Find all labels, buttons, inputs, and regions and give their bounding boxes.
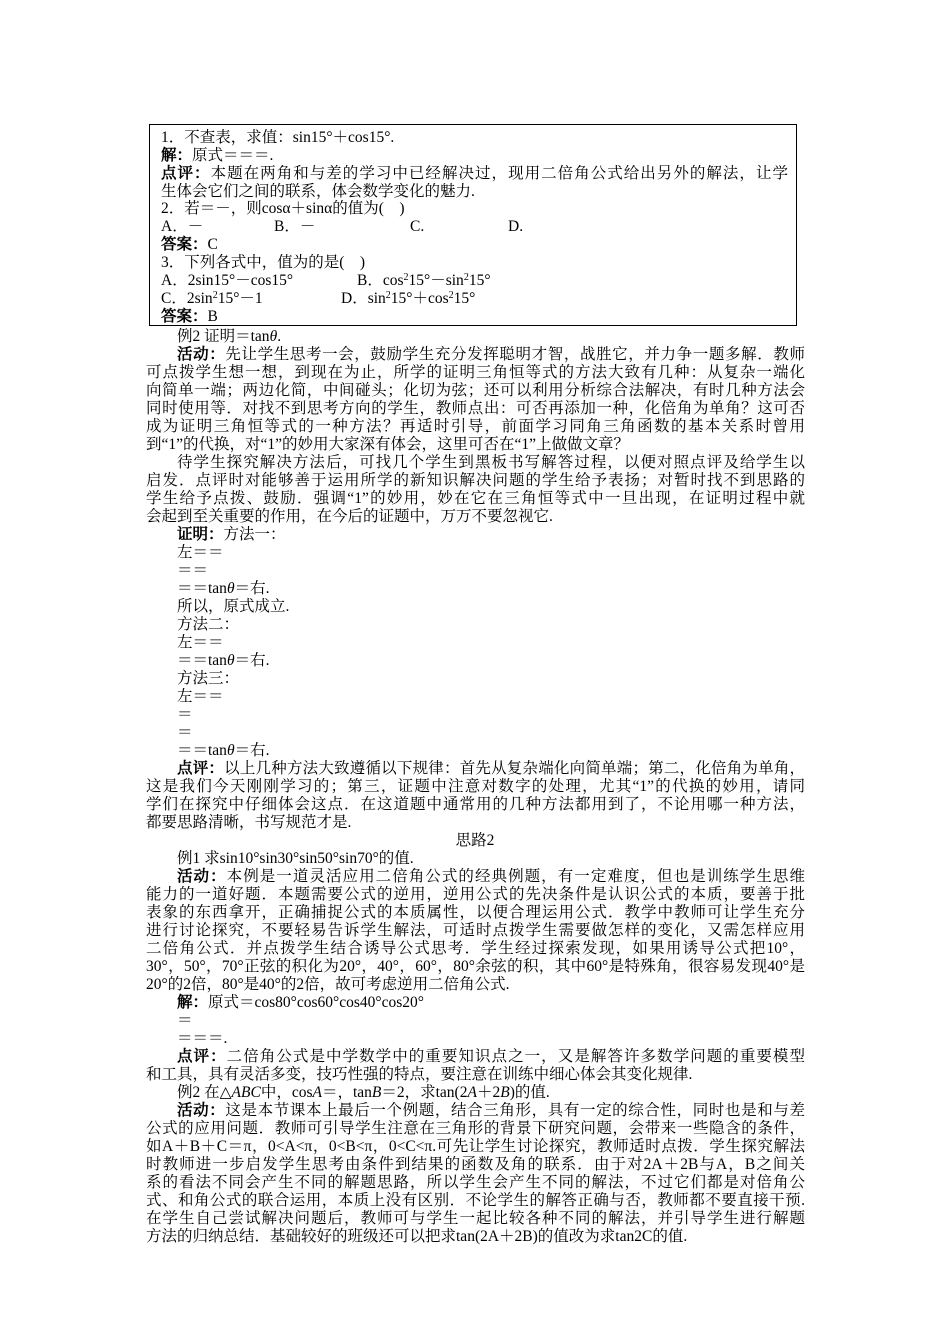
s2-activity-line-5: 二倍角公式．并点拨学生结合诱导公式思考．学生经过探索发现，如果用诱导公式把10°， [146, 940, 805, 957]
q2-line: 2．若＝－，则cosα＋sinα的值为( ) [161, 200, 405, 217]
s2-activity-line-7: 20°的2倍，80°是40°的2倍，故可考虑逆用二倍角公式. [146, 976, 510, 993]
q2-option-c: C. [410, 218, 425, 235]
q3-answer: B [207, 308, 218, 325]
s2-ex2-activity-line-2: 公式的应用问题．教师可引导学生注意在三角形的背景下研究问题，会带来一些隐含的条件， [146, 1120, 805, 1137]
method3-label: 方法三： [177, 670, 240, 687]
q1-comment-line-1: 点评：本题在两角和与差的学习中已经解决过，现用二倍角公式给出另外的解法，让学 [161, 165, 788, 182]
method2-label: 方法二： [177, 616, 240, 633]
s2-ex2-title: 例2 在△ABC中，cosA＝，tanB＝2，求tan(2A＋2B)的值. [177, 1084, 550, 1101]
q1-comment-line-2: 生体会它们之间的联系，体会数学变化的魅力. [161, 183, 475, 200]
answer-label: 答案： [161, 308, 208, 325]
q2-answer: C [207, 236, 218, 253]
s2-activity-line-1: 活动：本例是一道灵活应用二倍角公式的经典例题，有一定难度，但也是训练学生思维 [177, 868, 805, 885]
activity-label: 活动： [177, 868, 227, 885]
ex2-activity-line-3: 向简单一端；两边化简，中间碰头；化切为弦；还可以利用分析综合法解决，有时几种方法会 [146, 382, 805, 399]
m3-step3: ＝ [177, 724, 193, 741]
s2-solution-2: ＝ [177, 1012, 193, 1029]
s2-ex2-activity-line-7: 在学生自己尝试解决问题后，教师可与学生一起比较各种不同的解法，并引导学生进行解题 [146, 1210, 805, 1227]
activity-label: 活动： [177, 346, 226, 363]
ex2-title: 例2 证明＝tanθ. [177, 328, 282, 345]
q1-solution: 原式＝＝＝. [192, 147, 274, 164]
q3-option-d: D．$\sin^215^\circ+\cos^215^\circ$ [341, 290, 476, 307]
m2-step1: 左＝＝ [177, 634, 224, 651]
q3-line: 3．下列各式中，值为的是( ) [161, 254, 366, 271]
m1-final: ＝＝tanθ＝右. [177, 580, 270, 597]
ex2-activity-line-2: 可点拨学生想一想，到现在为止，所学的证明三角恒等式的方法大致有几种：从复杂一端化 [146, 364, 805, 381]
proof-method1: 证明：方法一： [177, 526, 286, 543]
ex2-activity-line-5: 成为证明三角恒等式的一种方法？再适时引导，前面学习同角三角函数的基本关系时曾用 [146, 418, 805, 435]
s2-ex2-activity-line-8: 方法的归纳总结．基础较好的班级还可以把求tan(2A＋2B)的值改为求tan2C的值. [146, 1228, 688, 1245]
proof-label: 证明： [177, 526, 224, 543]
s2-ex2-activity-line-6: 式、和角公式的联合运用，本质上没有区别．不论学生的解答正确与否，教师都不要直接干预. [146, 1192, 805, 1209]
s2-solution-1: 解：原式＝cos80°cos60°cos40°cos20° [177, 994, 424, 1011]
q3-option-b: B．$\cos^215^\circ-\sin^215^\circ$ [357, 272, 491, 289]
q1-line: 1．不查表，求值：sin15°＋cos15°. [161, 129, 395, 146]
q3-option-a: A．2sin15°－cos15° [161, 272, 294, 289]
q2-answer-line [161, 236, 218, 254]
q3-answer-line [161, 308, 218, 326]
ex2-para2-line-4: 会起到至关重要的作用，在今后的证题中，万万不要忽视它. [146, 508, 553, 525]
m1-step2: ＝＝ [177, 562, 209, 579]
s2-ex2-activity-line-3: 如A＋B＋C＝π，0<A<π，0<B<π，0<C<π.可先让学生讨论探究，教师适时点拨．学生探究解法 [146, 1138, 805, 1155]
ex2-para2-line-2: 启发．点评时对能够善于运用所学的新知识解决问题的学生给予表扬；对暂时找不到思路的 [146, 472, 805, 489]
m3-final: ＝＝tanθ＝右. [177, 742, 270, 759]
ex2-para2-line-3: 学生给予点拨、鼓励．强调“1”的妙用，妙在它在三角恒等式中一旦出现，在证明过程中就 [146, 490, 805, 507]
comment-label: 点评： [161, 165, 211, 182]
s2-ex2-activity-line-4: 时教师进一步启发学生思考由条件到结果的函数及角的联系．由于对2A＋2B与A，B之间关 [146, 1156, 805, 1173]
s2-ex1-title: 例1 求sin10°sin30°sin50°sin70°的值. [177, 850, 414, 867]
s2-comment-line-2: 和工具，具有灵活多变，技巧性强的特点，要注意在训练中细心体会其变化规律. [146, 1066, 693, 1083]
s2-ex2-activity-line-1: 活动：这是本节课本上最后一个例题，结合三角形，具有一定的综合性，同时也是和与差 [177, 1102, 805, 1119]
m2-final: ＝＝tanθ＝右. [177, 652, 270, 669]
m3-step2: ＝ [177, 706, 193, 723]
comment-label: 点评： [177, 1048, 227, 1065]
m3-step1: 左＝＝ [177, 688, 224, 705]
s2-activity-line-3: 表象的东西拿开，正确捕捉公式的本质属性，以便合理运用公式．教学中教师可让学生充分 [146, 904, 805, 921]
ex2-comment-line-3: 学们在探究中仔细体会这点．在这道题中通常用的几种方法都用到了，不论用哪一种方法， [146, 796, 805, 813]
section-heading: 思路2 [455, 832, 495, 849]
ex2-comment-line-4: 都要思路清晰，书写规范才是. [146, 814, 352, 831]
q2-option-a: A．－ [161, 218, 204, 235]
q2-option-d: D. [508, 218, 524, 235]
ex2-comment-line-2: 这是我们今天刚刚学习的；第三，证题中注意对数字的处理，尤其“1”的代换的妙用，请同 [146, 778, 805, 795]
answer-label: 答案： [161, 236, 208, 253]
s2-comment-line-1: 点评：二倍角公式是中学数学中的重要知识点之一，又是解答许多数学问题的重要模型 [177, 1048, 805, 1065]
s2-solution-3: ＝＝＝. [177, 1030, 228, 1047]
ex2-activity-line-4: 同时使用等．对找不到思考方向的学生，教师点出：可否再添加一种，化倍角为单角？这可否 [146, 400, 805, 417]
ex2-comment-line-1: 点评：以上几种方法大致遵循以下规律：首先从复杂端化向简单端；第二，化倍角为单角， [177, 760, 805, 777]
s2-activity-line-6: 30°，50°，70°正弦的积化为20°，40°，60°，80°余弦的积，其中60°是特殊角，很容易发现40°是 [146, 958, 805, 975]
ex2-activity-line-6: 到“1”的代换，对“1”的妙用大家深有体会，这里可否在“1”上做做文章？ [146, 436, 630, 453]
m1-step1: 左＝＝ [177, 544, 224, 561]
s2-ex2-activity-line-5: 系的看法不同会产生不同的解题思路，所以学生会产生不同的解法，不过它们都是对倍角公 [146, 1174, 805, 1191]
solution-label: 解： [177, 994, 209, 1011]
q2-option-b: B．－ [274, 218, 316, 235]
ex2-activity-line-1: 活动：先让学生思考一会，鼓励学生充分发挥聪明才智，战胜它，并力争一题多解．教师 [177, 346, 805, 363]
q3-option-c: C．$2\sin^215^\circ-1$ [161, 290, 263, 307]
m1-conclusion: 所以，原式成立. [177, 598, 290, 615]
ex2-para2-line-1: 待学生探究解决方法后，可找几个学生到黑板书写解答过程，以便对照点评及给学生以 [177, 454, 805, 471]
comment-label: 点评： [177, 760, 225, 777]
s2-activity-line-4: 进行讨论探究，不要轻易告诉学生解法，可适时点拨学生需要做怎样的变化，又需怎样应用 [146, 922, 805, 939]
activity-label: 活动： [177, 1102, 226, 1119]
s2-activity-line-2: 能力的一道好题．本题需要公式的逆用，逆用公式的先决条件是认识公式的本质，要善于批 [146, 886, 805, 903]
solution-label: 解： [161, 147, 193, 164]
q1-solution-line [161, 147, 273, 165]
